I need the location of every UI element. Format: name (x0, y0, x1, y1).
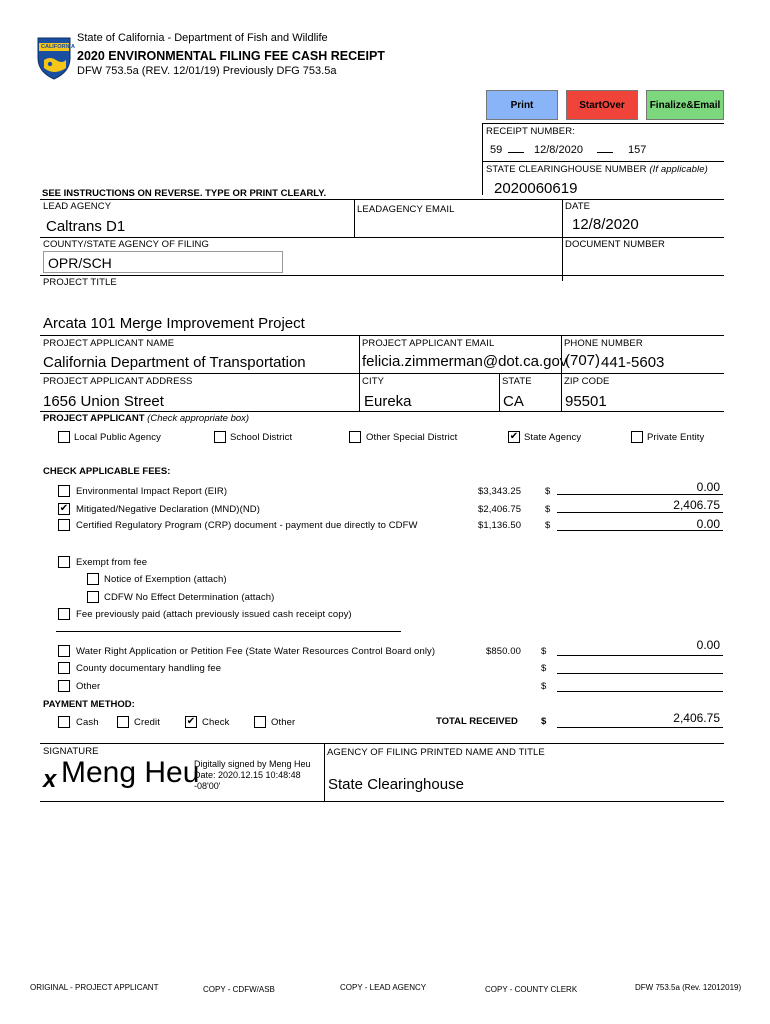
fee-mnd-dollar: $ (545, 504, 551, 515)
checkbox-no-effect[interactable] (87, 591, 99, 603)
form-number: DFW 753.5a (REV. 12/01/19) Previously DFG 753.5a (77, 65, 337, 77)
no-effect-label: CDFW No Effect Determination (attach) (104, 592, 275, 603)
checkbox-cash[interactable] (58, 716, 70, 728)
checkbox-other-fee[interactable] (58, 680, 70, 692)
signature-x-mark: x (43, 766, 57, 793)
clearinghouse-label: STATE CLEARINGHOUSE NUMBER (486, 164, 647, 175)
digital-signature-line3: -08'00' (194, 781, 221, 791)
start-over-button[interactable]: StartOver (566, 90, 638, 120)
checkbox-check[interactable]: ✔ (186, 716, 196, 727)
fee-eir-rate: $3,343.25 (478, 486, 522, 497)
water-right-dollar: $ (541, 646, 547, 657)
checkbox-previously-paid[interactable] (58, 608, 70, 620)
clearinghouse-label-wrap (486, 164, 708, 175)
county-fee-dollar: $ (541, 663, 547, 674)
option-state-agency: State Agency (524, 432, 582, 443)
applicant-email-value[interactable]: felicia.zimmerman@dot.ca.gov (362, 353, 568, 370)
lead-agency-email-label: LEADAGENCY EMAIL (357, 204, 455, 215)
fee-crp-label: Certified Regulatory Program (CRP) document - payment due directly to CDFW (76, 520, 418, 531)
state-seal-logo (36, 34, 75, 80)
total-received-amount[interactable]: 2,406.75 (673, 711, 720, 725)
logo-text: CALIFORNIA (41, 44, 75, 50)
water-right-label: Water Right Application or Petition Fee (State Water Resources Control Board only) (76, 646, 436, 657)
previously-paid-label: Fee previously paid (attach previously issued cash receipt copy) (76, 609, 352, 620)
checkbox-county-fee[interactable] (58, 662, 70, 674)
option-school-district: School District (230, 432, 293, 443)
lead-agency-label: LEAD AGENCY (43, 201, 112, 212)
fees-label: CHECK APPLICABLE FEES: (43, 466, 171, 477)
state-value[interactable]: CA (503, 393, 524, 410)
instructions: SEE INSTRUCTIONS ON REVERSE. TYPE OR PRINT CLEARLY. (42, 188, 327, 199)
fee-eir-label: Environmental Impact Report (EIR) (76, 486, 228, 497)
checkbox-credit[interactable] (117, 716, 129, 728)
signature-label: SIGNATURE (43, 746, 99, 757)
checkbox-local-public-agency[interactable] (58, 431, 70, 443)
applicant-type-label-wrap (43, 413, 249, 424)
fee-crp-amount[interactable]: 0.00 (696, 517, 720, 531)
print-button[interactable]: Print (486, 90, 558, 120)
project-title-label: PROJECT TITLE (43, 277, 117, 288)
payment-credit-label: Credit (134, 717, 160, 728)
agency-header: State of California - Department of Fish and Wildlife (77, 32, 328, 44)
phone-area[interactable]: (707) (565, 352, 601, 369)
option-local-public-agency: Local Public Agency (74, 432, 161, 443)
agency-title-value[interactable]: State Clearinghouse (328, 776, 464, 793)
checkbox-private-entity[interactable] (631, 431, 643, 443)
receipt-suffix: 157 (628, 144, 647, 156)
applicant-name-label: PROJECT APPLICANT NAME (43, 338, 175, 349)
total-received-label: TOTAL RECEIVED (436, 716, 518, 727)
zip-value[interactable]: 95501 (565, 393, 607, 410)
digital-signature-line2: Date: 2020.12.15 10:48:48 (194, 770, 301, 780)
water-right-rate: $850.00 (486, 646, 522, 657)
checkbox-eir[interactable] (58, 485, 70, 497)
fee-crp-rate: $1,136.50 (478, 520, 522, 531)
phone-number[interactable]: 441-5603 (601, 354, 665, 371)
digital-signature-block (194, 759, 311, 792)
fee-mnd-amount[interactable]: 2,406.75 (673, 498, 720, 512)
county-value: OPR/SCH (48, 255, 112, 271)
zip-label: ZIP CODE (564, 376, 610, 387)
receipt-number-label: RECEIPT NUMBER: (486, 126, 575, 137)
address-label: PROJECT APPLICANT ADDRESS (43, 376, 193, 387)
clearinghouse-note: (If applicable) (649, 164, 708, 175)
docnum-label: DOCUMENT NUMBER (565, 239, 666, 250)
applicant-email-label: PROJECT APPLICANT EMAIL (362, 338, 495, 349)
checkbox-school-district[interactable] (214, 431, 226, 443)
footer-copy-cdfw: COPY - CDFW/ASB (203, 985, 275, 994)
state-label: STATE (502, 376, 532, 387)
fee-mnd-rate: $2,406.75 (478, 504, 522, 515)
agency-title-label: AGENCY OF FILING PRINTED NAME AND TITLE (327, 747, 545, 758)
digital-signature-line1: Digitally signed by Meng Heu (194, 759, 311, 769)
footer-form-rev: DFW 753.5a (Rev. 12012019) (635, 983, 742, 992)
option-other-special-district: Other Special District (366, 432, 458, 443)
phone-label: PHONE NUMBER (564, 338, 643, 349)
fee-eir-amount[interactable]: 0.00 (696, 480, 720, 494)
finalize-email-button[interactable]: Finalize&Email (646, 90, 724, 120)
form-title: 2020 ENVIRONMENTAL FILING FEE CASH RECEIPT (77, 49, 385, 63)
applicant-name-value[interactable]: California Department of Transportation (43, 354, 306, 371)
city-value[interactable]: Eureka (364, 393, 412, 410)
payment-other-label: Other (271, 717, 296, 728)
payment-check-label: Check (202, 717, 230, 728)
notice-exemption-label: Notice of Exemption (attach) (104, 574, 227, 585)
exempt-label: Exempt from fee (76, 557, 148, 568)
applicant-type-label: PROJECT APPLICANT (43, 413, 145, 424)
footer-copy-lead: COPY - LEAD AGENCY (340, 983, 427, 992)
checkbox-other-special-district[interactable] (349, 431, 361, 443)
fee-eir-dollar: $ (545, 486, 551, 497)
receipt-date: 12/8/2020 (534, 144, 583, 156)
county-fee-label: County documentary handling fee (76, 663, 222, 674)
city-label: CITY (362, 376, 385, 387)
address-value[interactable]: 1656 Union Street (43, 393, 164, 410)
checkbox-notice-exemption[interactable] (87, 573, 99, 585)
checkbox-mnd[interactable]: ✔ (59, 503, 69, 514)
checkbox-crp[interactable] (58, 519, 70, 531)
other-fee-dollar: $ (541, 681, 547, 692)
project-title-value[interactable]: Arcata 101 Merge Improvement Project (43, 315, 305, 332)
other-fee-label: Other (76, 681, 101, 692)
checkbox-other-payment[interactable] (254, 716, 266, 728)
checkbox-water-right[interactable] (58, 645, 70, 657)
fee-crp-dollar: $ (545, 520, 551, 531)
footer-original: ORIGINAL - PROJECT APPLICANT (30, 983, 159, 992)
clearinghouse-number[interactable]: 2020060619 (494, 180, 578, 197)
signature-name[interactable]: Meng Heu (61, 756, 200, 789)
receipt-prefix: 59 (490, 144, 503, 156)
checkbox-state-agency[interactable]: ✔ (509, 431, 519, 442)
date-label: DATE (565, 201, 591, 212)
option-private-entity: Private Entity (647, 432, 705, 443)
fee-mnd-label: Mitigated/Negative Declaration (MND)(ND) (76, 504, 261, 515)
lead-agency-value[interactable]: Caltrans D1 (46, 218, 126, 235)
total-dollar: $ (541, 716, 547, 727)
water-right-amount[interactable]: 0.00 (696, 638, 720, 652)
checkbox-exempt[interactable] (58, 556, 70, 568)
county-label: COUNTY/STATE AGENCY OF FILING (43, 239, 210, 250)
applicant-type-note: (Check appropriate box) (147, 413, 250, 424)
footer-copy-county: COPY - COUNTY CLERK (485, 985, 578, 994)
payment-label: PAYMENT METHOD: (43, 699, 135, 710)
payment-cash-label: Cash (76, 717, 99, 728)
date-value[interactable]: 12/8/2020 (572, 216, 639, 233)
